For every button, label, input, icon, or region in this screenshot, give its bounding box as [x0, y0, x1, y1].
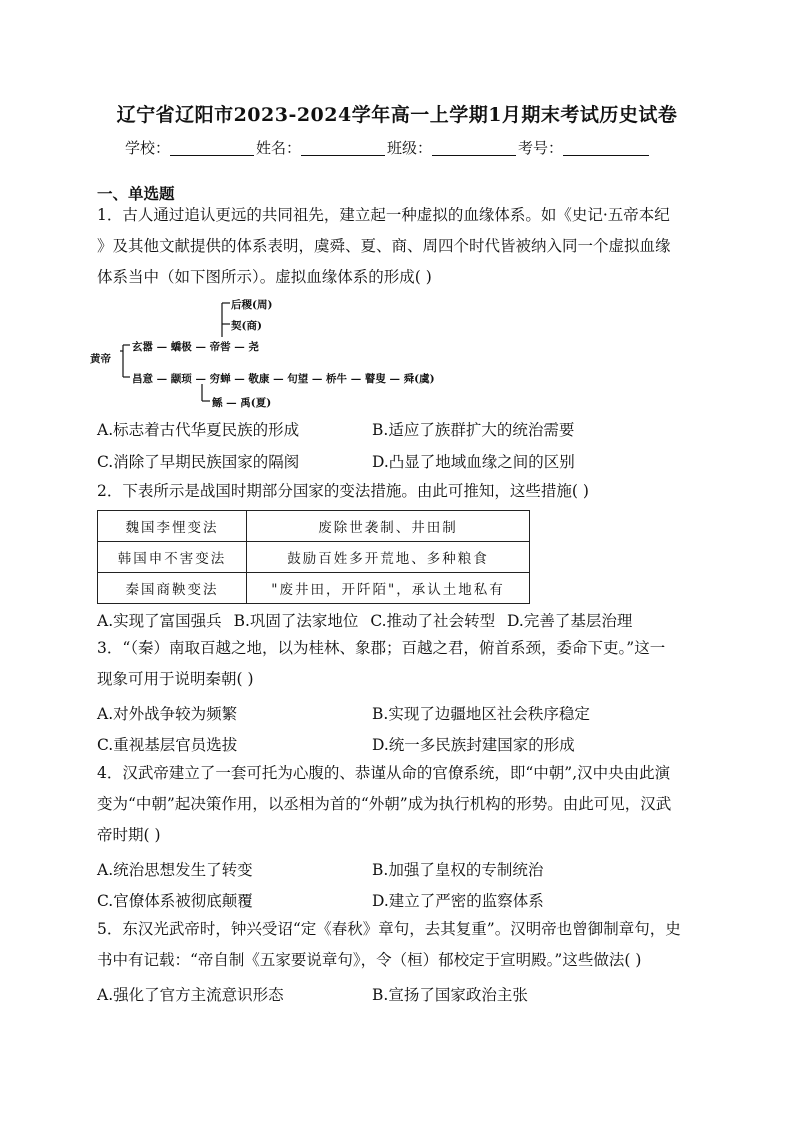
- q1-option-b[interactable]: B.适应了族群扩大的统治需要: [372, 421, 575, 439]
- q4-option-a[interactable]: A.统治思想发生了转变: [97, 861, 253, 879]
- table-cell: "废井田，开阡陌"，承认土地私有: [247, 573, 530, 604]
- name-blank[interactable]: [301, 139, 385, 156]
- table-row: [98, 573, 530, 604]
- school-label: 学校：: [125, 139, 171, 157]
- tree-shang: 契(商): [231, 320, 262, 332]
- reform-table: [97, 510, 530, 604]
- school-blank[interactable]: [170, 139, 254, 156]
- q2-option-c[interactable]: C.推动了社会转型: [370, 612, 496, 630]
- q3-option-a[interactable]: A.对外战争较为频繁: [97, 705, 238, 723]
- q1-option-c[interactable]: C.消除了早期民族国家的隔阂: [97, 453, 300, 471]
- q2-option-d[interactable]: D.完善了基层治理: [507, 612, 633, 630]
- q1-option-d[interactable]: D.凸显了地域血缘之间的区别: [372, 453, 575, 471]
- question-1: [97, 200, 697, 293]
- question-2: [97, 476, 697, 507]
- q3-option-d[interactable]: D.统一多民族封建国家的形成: [372, 736, 575, 754]
- q2-option-b[interactable]: B.巩固了法家地位: [233, 612, 359, 630]
- q5-option-a[interactable]: A.强化了官方主流意识形态: [97, 986, 284, 1004]
- q1-option-a[interactable]: A.标志着古代华夏民族的形成: [97, 421, 300, 439]
- number-label: 考号：: [518, 139, 564, 157]
- tree-root: 黄帝: [90, 353, 111, 365]
- question-3: [97, 633, 697, 695]
- tree-branch-changyi: 昌意 — 颛顼 — 穷蝉 — 敬康 — 句望 — 桥牛 — 瞽叟 — 舜(虞): [132, 373, 435, 385]
- q5-option-b[interactable]: B.宣扬了国家政治主张: [372, 986, 528, 1004]
- class-blank[interactable]: [432, 139, 516, 156]
- section-heading: 一、单选题: [97, 184, 175, 203]
- question-4-line: 4．汉武帝建立了一套可托为心腹的、恭谨从命的官僚系统，即“中朝”,汉中央由此演: [97, 764, 671, 782]
- q4-option-d[interactable]: D.建立了严密的监察体系: [372, 892, 544, 910]
- exam-title: 辽宁省辽阳市2023-2024学年高一上学期1月期末考试历史试卷: [116, 104, 678, 126]
- table-cell: 秦国商鞅变法: [98, 573, 247, 604]
- table-row: [98, 542, 530, 573]
- question-4-line: 变为“中朝”起决策作用，以丞相为首的“外朝”成为执行机构的形势。由此可见，汉武: [97, 795, 672, 813]
- question-1-line: 体系当中（如下图所示）。虚拟血缘体系的形成( ): [97, 268, 432, 286]
- q3-option-c[interactable]: C.重视基层官员选拔: [97, 736, 238, 754]
- name-label: 姓名：: [256, 139, 302, 157]
- question-1-line: 1．古人通过追认更远的共同祖先，建立起一种虚拟的血缘体系。如《史记·五帝本纪: [97, 206, 670, 224]
- class-label: 班级：: [387, 139, 433, 157]
- question-3-line: 现象可用于说明秦朝( ): [97, 670, 254, 688]
- q3-option-b[interactable]: B.实现了边疆地区社会秩序稳定: [372, 705, 590, 723]
- q4-option-c[interactable]: C.官僚体系被彻底颠覆: [97, 892, 253, 910]
- question-4: [97, 758, 697, 851]
- tree-zhou: 后稷(周): [231, 299, 273, 311]
- table-cell: 韩国申不害变法: [98, 542, 247, 573]
- table-cell: 鼓励百姓多开荒地、多种粮食: [247, 542, 530, 573]
- tree-branch-xuanxiao: 玄嚣 — 蟜极 — 帝喾 — 尧: [132, 341, 259, 353]
- tree-xia: 鲧 — 禹(夏): [212, 397, 272, 409]
- question-1-line: 》及其他文献提供的体系表明，虞舜、夏、商、周四个时代皆被纳入同一个虚拟血缘: [97, 237, 671, 255]
- genealogy-diagram: [90, 293, 460, 413]
- question-3-line: 3．“（秦）南取百越之地，以为桂林、象郡；百越之君，俯首系颈，委命下吏。”这一: [97, 639, 666, 657]
- student-info-row: [125, 137, 651, 158]
- table-cell: 魏国李悝变法: [98, 511, 247, 542]
- number-blank[interactable]: [563, 139, 649, 156]
- table-row: [98, 511, 530, 542]
- question-2-stem: 2．下表所示是战国时期部分国家的变法措施。由此可推知，这些措施( ): [97, 482, 589, 500]
- q2-option-a[interactable]: A.实现了富国强兵: [97, 612, 222, 630]
- q4-option-b[interactable]: B.加强了皇权的专制统治: [372, 861, 544, 879]
- question-5: [97, 914, 697, 976]
- q2-options: [97, 609, 639, 631]
- question-4-line: 帝时期( ): [97, 826, 161, 844]
- table-cell: 废除世袭制、井田制: [247, 511, 530, 542]
- question-5-line: 书中有记载：“帝自制《五家要说章句》，令（桓）郁校定于宣明殿。”这些做法( ): [97, 951, 642, 969]
- question-5-line: 5．东汉光武帝时，钟兴受诏“定《春秋》章句，去其复重”。汉明帝也曾御制章句，史: [97, 920, 681, 938]
